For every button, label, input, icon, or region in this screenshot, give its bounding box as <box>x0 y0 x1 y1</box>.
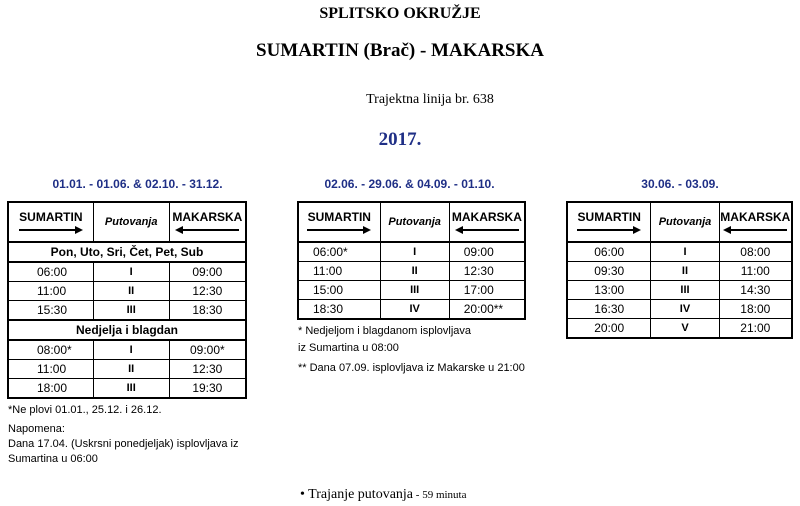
timetable-1 <box>7 201 247 399</box>
departure-time: 13:00 <box>567 281 651 300</box>
timetable-2 <box>297 201 526 320</box>
departure-time: 15:30 <box>8 301 93 321</box>
departure-time: 16:30 <box>567 300 651 319</box>
table-row <box>298 300 525 320</box>
column-header-trip: Putovanja <box>380 202 449 242</box>
arrival-time: 18:30 <box>169 301 246 321</box>
arrival-time: 20:00** <box>449 300 525 320</box>
column-header-arrival <box>449 202 525 242</box>
column-label-sumartin: SUMARTIN <box>577 210 641 224</box>
trip-number: III <box>380 281 449 300</box>
table-row <box>298 242 525 262</box>
footnote-sunday: * Nedjeljom i blagdanom isplovljava <box>298 325 472 337</box>
departure-time: 20:00 <box>567 319 651 339</box>
trip-number: II <box>380 262 449 281</box>
arrival-time: 09:00 <box>449 242 525 262</box>
departure-time: 11:00 <box>8 282 93 301</box>
region-title: SPLITSKO OKRUŽJE <box>319 5 481 22</box>
table-row <box>8 340 246 360</box>
arrow-right-icon <box>307 226 371 234</box>
arrival-time: 12:30 <box>169 282 246 301</box>
arrival-time: 12:30 <box>449 262 525 281</box>
departure-time: 08:00* <box>8 340 93 360</box>
trip-number: II <box>651 262 719 281</box>
table-row <box>298 281 525 300</box>
column-label-makarska: MAKARSKA <box>172 210 243 224</box>
departure-time: 11:00 <box>8 360 93 379</box>
column-label-makarska: MAKARSKA <box>720 210 791 224</box>
trip-number: I <box>93 262 169 282</box>
column-header-arrival <box>719 202 792 242</box>
duration-separator: - <box>413 489 423 501</box>
footnote-sunday-cont: iz Sumartina u 08:00 <box>298 342 399 354</box>
footnote-no-sailing: *Ne plovi 01.01., 25.12. i 26.12. <box>8 404 162 416</box>
column-label-sumartin: SUMARTIN <box>307 210 371 224</box>
table-row <box>567 242 792 262</box>
note-line-1: Dana 17.04. (Uskrsni ponedjeljak) isplovljava iz <box>8 438 239 450</box>
departure-time: 06:00 <box>567 242 651 262</box>
column-header-departure <box>298 202 380 242</box>
arrow-left-icon <box>723 226 787 234</box>
section-row-weekday <box>8 242 246 262</box>
column-label-sumartin: SUMARTIN <box>19 210 83 224</box>
ferry-line-label: Trajektna linija br. 638 <box>366 92 494 107</box>
table-row <box>8 262 246 282</box>
trip-number: III <box>93 301 169 321</box>
table-row <box>567 281 792 300</box>
table-header-row <box>8 202 246 242</box>
arrival-time: 18:00 <box>719 300 792 319</box>
year-heading: 2017. <box>378 129 422 150</box>
arrow-right-icon <box>19 226 83 234</box>
departure-time: 18:30 <box>298 300 380 320</box>
note-line-2: Sumartina u 06:00 <box>8 453 98 465</box>
duration-label: Trajanje putovanja <box>308 487 414 502</box>
trip-number: II <box>93 282 169 301</box>
period-heading-2: 02.06. - 29.06. & 04.09. - 01.10. <box>324 177 495 191</box>
timetable-3 <box>566 201 793 339</box>
period-heading-3: 30.06. - 03.09. <box>641 177 719 191</box>
arrow-left-icon <box>175 226 239 234</box>
trip-number: IV <box>651 300 719 319</box>
route-title: SUMARTIN (Brač) - MAKARSKA <box>256 40 544 61</box>
table-row <box>567 319 792 339</box>
column-header-trip: Putovanja <box>651 202 719 242</box>
duration-value: 59 minuta <box>422 489 467 501</box>
column-header-trip: Putovanja <box>93 202 169 242</box>
table-header-row <box>567 202 792 242</box>
table-row <box>8 282 246 301</box>
arrow-left-icon <box>455 226 519 234</box>
table-row <box>8 360 246 379</box>
arrival-time: 14:30 <box>719 281 792 300</box>
arrival-time: 09:00 <box>169 262 246 282</box>
departure-time: 06:00 <box>8 262 93 282</box>
arrow-right-icon <box>577 226 641 234</box>
table-row <box>8 379 246 399</box>
departure-time: 06:00* <box>298 242 380 262</box>
arrival-time: 09:00* <box>169 340 246 360</box>
section-label-weekday: Pon, Uto, Sri, Čet, Pet, Sub <box>8 242 246 262</box>
departure-time: 18:00 <box>8 379 93 399</box>
arrival-time: 11:00 <box>719 262 792 281</box>
table-row <box>298 262 525 281</box>
column-header-arrival <box>169 202 246 242</box>
arrival-time: 12:30 <box>169 360 246 379</box>
note-title: Napomena: <box>8 423 65 435</box>
trip-number: III <box>651 281 719 300</box>
trip-number: I <box>651 242 719 262</box>
arrival-time: 21:00 <box>719 319 792 339</box>
trip-number: IV <box>380 300 449 320</box>
arrival-time: 19:30 <box>169 379 246 399</box>
arrival-time: 17:00 <box>449 281 525 300</box>
period-heading-1: 01.01. - 01.06. & 02.10. - 31.12. <box>52 177 223 191</box>
table-row <box>567 262 792 281</box>
trip-number: I <box>93 340 169 360</box>
trip-number: I <box>380 242 449 262</box>
column-header-departure <box>8 202 93 242</box>
trip-number: V <box>651 319 719 339</box>
departure-time: 11:00 <box>298 262 380 281</box>
table-header-row <box>298 202 525 242</box>
departure-time: 09:30 <box>567 262 651 281</box>
section-row-holiday <box>8 320 246 340</box>
trip-number: II <box>93 360 169 379</box>
travel-duration <box>300 487 467 503</box>
section-label-holiday: Nedjelja i blagdan <box>8 320 246 340</box>
table-row <box>567 300 792 319</box>
footnote-september: ** Dana 07.09. isplovljava iz Makarske u 21:00 <box>298 362 525 374</box>
arrival-time: 08:00 <box>719 242 792 262</box>
trip-number: III <box>93 379 169 399</box>
bullet-icon: • <box>300 487 305 502</box>
column-label-makarska: MAKARSKA <box>451 210 522 224</box>
departure-time: 15:00 <box>298 281 380 300</box>
table-row <box>8 301 246 321</box>
column-header-departure <box>567 202 651 242</box>
